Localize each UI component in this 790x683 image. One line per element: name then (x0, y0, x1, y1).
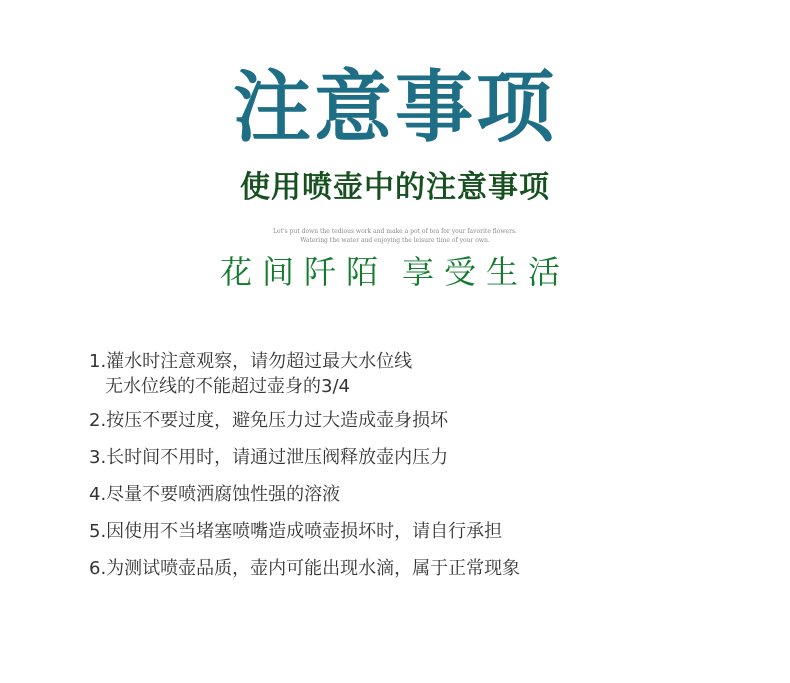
slogan-left: 花间阡陌 (219, 253, 388, 291)
tagline-line: Let's put down the tedious work and make a pot of tea for your favorite flowers. (273, 228, 517, 235)
note-text: 6.为测试喷壶品质，壶内可能出现水滴，属于正常现象 (89, 558, 521, 579)
page-subtitle: 使用喷壶中的注意事项 (240, 170, 550, 205)
note-text: 5.因使用不当堵塞喷嘴造成喷壶损坏时，请自行承担 (89, 521, 503, 542)
slogan-right: 享受生活 (402, 253, 571, 291)
note-text: 2.按压不要过度，避免压力过大造成壶身损坏 (89, 410, 449, 431)
notes-list (89, 343, 769, 587)
page-header (0, 0, 790, 300)
slogan (0, 250, 790, 294)
page-title: 注意事项 (232, 63, 557, 153)
note-item (89, 439, 769, 476)
note-item (89, 513, 769, 550)
note-continuation: 无水位线的不能超过壶身的3/4 (105, 376, 350, 397)
note-text: 3.长时间不用时，请通过泄压阀释放壶内压力 (89, 447, 449, 468)
note-item (89, 402, 769, 439)
note-item (89, 343, 769, 402)
note-text: 4.尽量不要喷洒腐蚀性强的溶液 (89, 484, 341, 505)
note-text: 1.灌水时注意观察，请勿超过最大水位线 (89, 351, 413, 372)
note-item (89, 476, 769, 513)
tagline-line: Watering the water and enjoying the leisure time of your own. (300, 237, 490, 244)
note-item (89, 550, 769, 587)
